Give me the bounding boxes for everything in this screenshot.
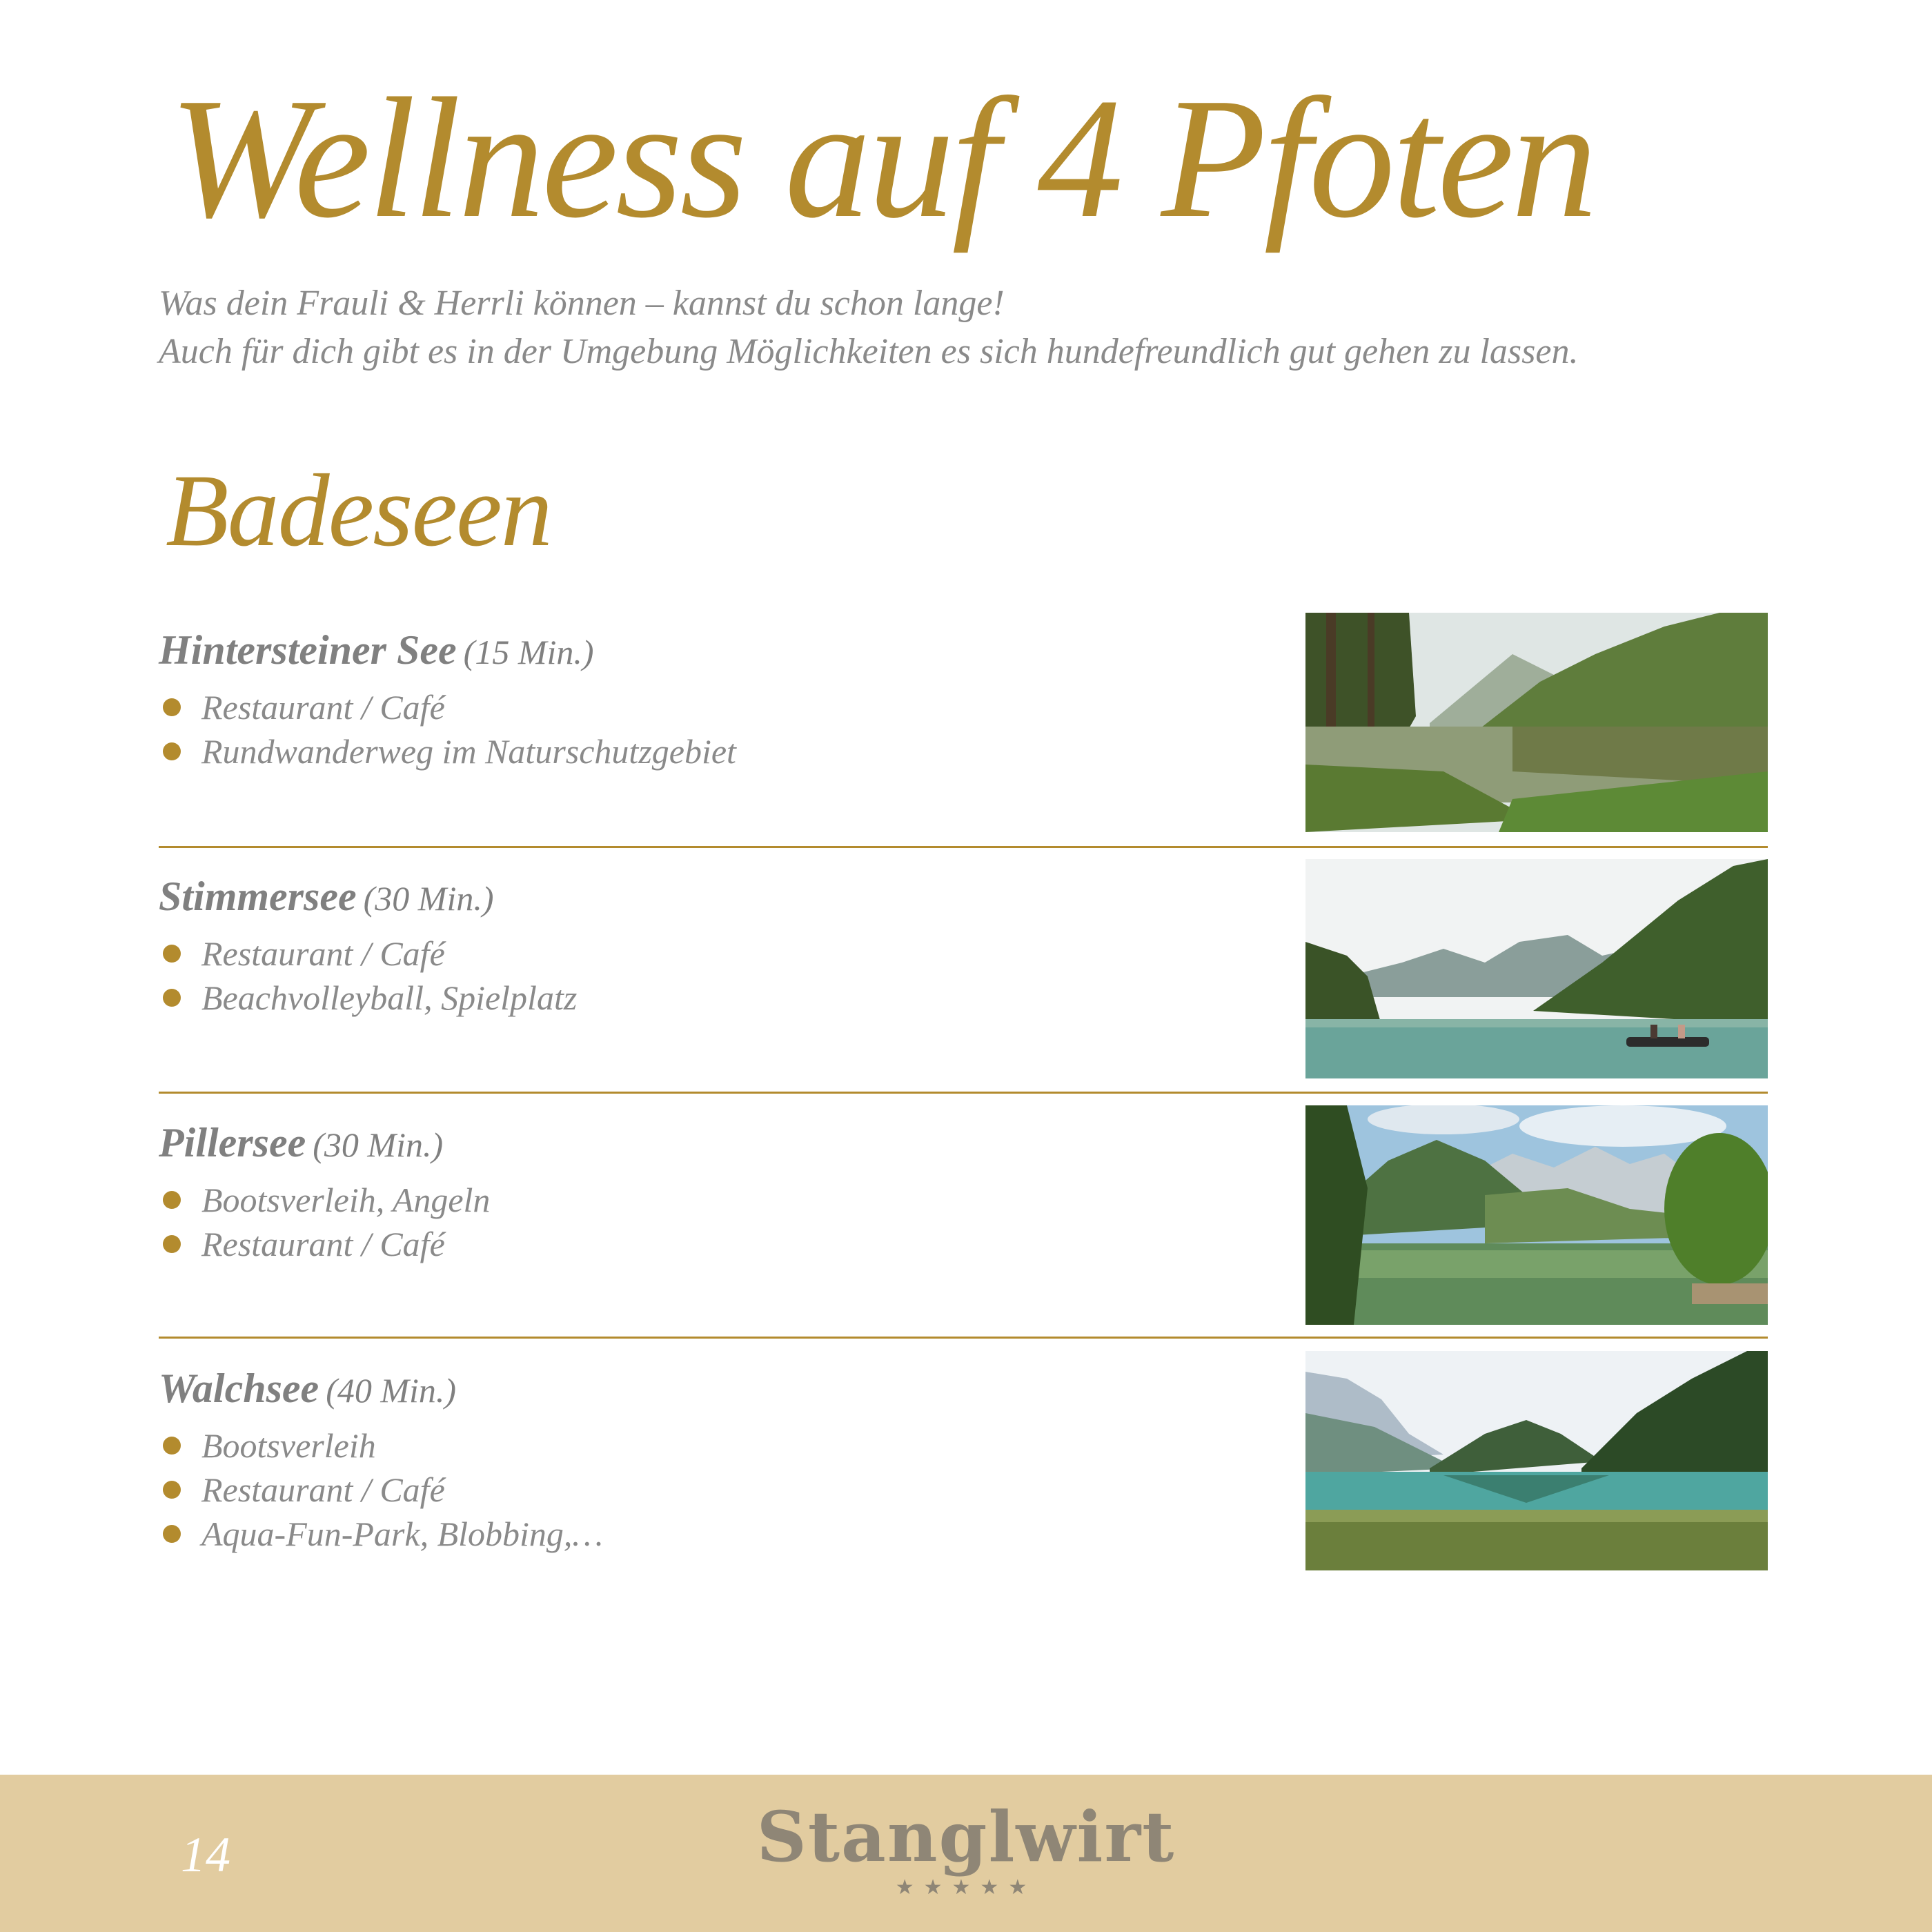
lake-time: (30 Min.)	[363, 879, 494, 918]
lake-photo	[1305, 1105, 1768, 1325]
lake-time: (40 Min.)	[326, 1371, 457, 1410]
section-title: Badeseen	[166, 453, 551, 568]
feature-item: Aqua-Fun-Park, Blobbing,…	[159, 1512, 603, 1556]
divider	[159, 1092, 1768, 1094]
bullet-dot	[163, 1437, 181, 1455]
lake-photo	[1305, 613, 1768, 832]
page-title: Wellness auf 4 Pfoten	[169, 63, 1595, 254]
footer	[0, 1775, 1932, 1932]
feature-item: Bootsverleih	[159, 1423, 603, 1468]
lake-entry-walchsee	[159, 1351, 1768, 1572]
feature-list	[159, 685, 736, 773]
intro-line-2: Auch für dich gibt es in der Umgebung Möglichkeiten es sich hundefreundlich gut gehen zu lassen.	[159, 332, 1579, 371]
lake-time: (30 Min.)	[313, 1125, 444, 1164]
lake-with-rowing-boat-image	[1305, 859, 1768, 1078]
feature-item: Restaurant / Café	[159, 1222, 490, 1266]
lake-name: Stimmersee	[159, 874, 357, 919]
turquoise-lake-with-reeds-image	[1305, 1351, 1768, 1570]
bullet-dot	[163, 989, 181, 1007]
bullet-dot	[163, 945, 181, 963]
lake-entry-pillersee	[159, 1105, 1768, 1326]
lake-photo	[1305, 1351, 1768, 1570]
lake-entry-stimmersee	[159, 859, 1768, 1080]
feature-item: Rundwanderweg im Naturschutzgebiet	[159, 729, 736, 773]
lake-entry-hintersteiner-see	[159, 613, 1768, 834]
bullet-dot	[163, 742, 181, 760]
bullet-dot	[163, 698, 181, 716]
divider	[159, 1337, 1768, 1339]
divider	[159, 846, 1768, 848]
brand-name: Stanglwirt	[756, 1796, 1176, 1877]
feature-item: Beachvolleyball, Spielplatz	[159, 976, 577, 1020]
lake-heading	[159, 873, 493, 920]
feature-list	[159, 1423, 603, 1556]
brand-stars: ★★★★★	[895, 1876, 1037, 1899]
lake-name: Walchsee	[159, 1366, 319, 1411]
lake-photo	[1305, 859, 1768, 1078]
feature-item: Restaurant / Café	[159, 1468, 603, 1512]
bullet-dot	[163, 1191, 181, 1209]
lake-time: (15 Min.)	[463, 633, 594, 671]
page-number: 14	[181, 1827, 230, 1882]
feature-list	[159, 931, 577, 1020]
feature-item: Restaurant / Café	[159, 685, 736, 729]
alpine-lake-with-peaks-image	[1305, 1105, 1768, 1325]
lake-name: Pillersee	[159, 1120, 306, 1165]
feature-item: Bootsverleih, Angeln	[159, 1178, 490, 1222]
feature-list	[159, 1178, 490, 1266]
bullet-dot	[163, 1481, 181, 1499]
bullet-dot	[163, 1525, 181, 1543]
lake-heading	[159, 627, 594, 674]
forest-lake-reflection-image	[1305, 613, 1768, 832]
lake-heading	[159, 1119, 443, 1167]
lake-name: Hintersteiner See	[159, 627, 457, 673]
brand-logo	[690, 1796, 1242, 1900]
intro-line-1: Was dein Frauli & Herrli können – kannst du schon lange!	[159, 284, 1005, 323]
bullet-dot	[163, 1235, 181, 1253]
intro-text	[159, 279, 1815, 376]
lake-heading	[159, 1365, 456, 1412]
feature-item: Restaurant / Café	[159, 931, 577, 976]
